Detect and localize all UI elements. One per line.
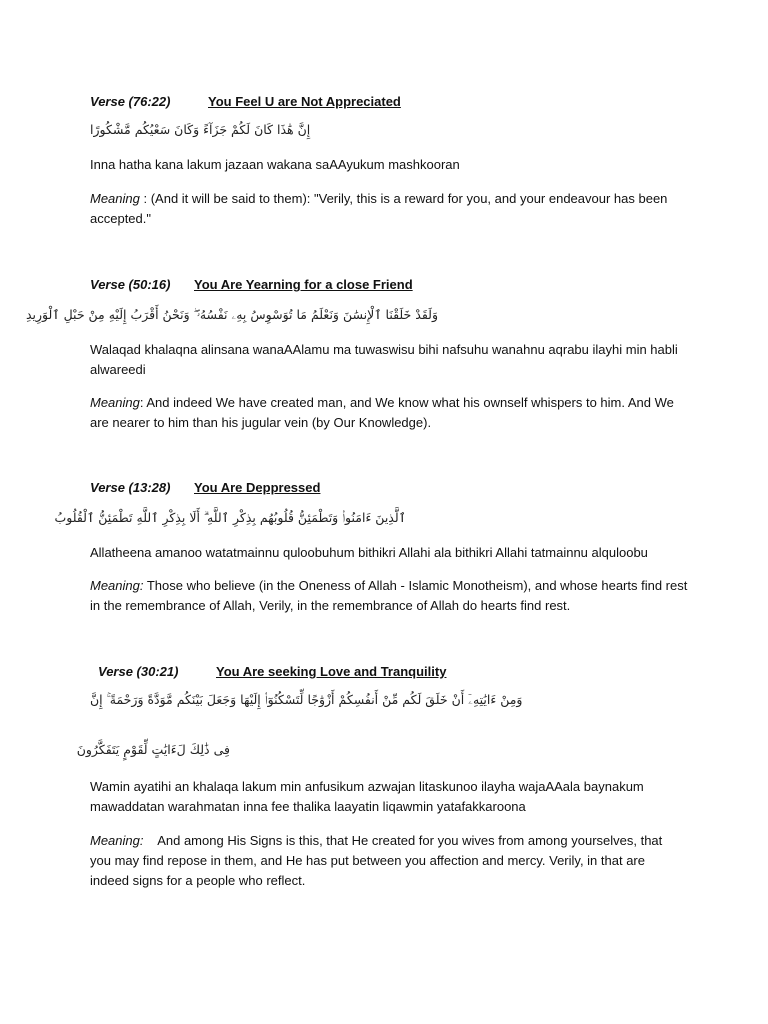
meaning-text: And among His Signs is this, that He created for you wives from among yourselves, that you may find repose in them, and He has put between you affection and mercy. Verily, in that are indeed signs for a people who reflect. [90, 833, 666, 888]
transliteration: Allatheena amanoo watatmainnu quloobuhum bithikri Allahi ala bithikri Allahi tatmainnu alquloobu [90, 545, 648, 560]
verse-header [90, 480, 690, 496]
arabic-text: وَمِنْ ءَايَٰتِهِۦٓ أَنْ خَلَقَ لَكُم مِّنْ أَنفُسِكُمْ أَزْوَٰجًا لِّتَسْكُنُوٓا۟ إِلَيْهَا وَجَعَلَ بَيْنَكُم مَّوَدَّةً وَرَحْمَةً ۚ إِنَّ [90, 692, 523, 707]
verse-section [90, 277, 690, 293]
meaning-label: Meaning: [90, 833, 144, 848]
verse-title: You Feel U are Not Appreciated [208, 94, 401, 109]
arabic-text: إِنَّ هَٰذَا كَانَ لَكُمْ جَزَآءً وَكَانَ سَعْيُكُم مَّشْكُورًا [90, 122, 311, 137]
meaning-text: Those who believe (in the Oneness of Allah - Islamic Monotheism), and whose hearts find rest in the remembrance of Allah, Verily, in the remembrance of Allah do hearts find rest. [90, 578, 688, 613]
transliteration: Walaqad khalaqna alinsana wanaAAlamu ma tuwaswisu bihi nafsuhu wanahnu aqrabu ilayhi min habli alwareedi [90, 342, 678, 377]
verse-reference: Verse (30:21) [98, 664, 179, 679]
transliteration: Wamin ayatihi an khalaqa lakum min anfusikum azwajan litaskunoo ilayha wajaAAala baynakum mawaddatan warahmatan inna fee thalika laayatin liqawmin yatafakkaroona [90, 779, 644, 814]
meaning-paragraph [90, 393, 680, 433]
meaning-paragraph [90, 576, 690, 616]
verse-section [90, 94, 690, 110]
meaning-paragraph [90, 189, 680, 229]
arabic-text-continued: فِى ذَٰلِكَ لَءَايَٰتٍ لِّقَوْمٍ يَتَفَكَّرُونَ [76, 742, 230, 757]
verse-title: You Are Deppressed [194, 480, 321, 495]
meaning-text: : (And it will be said to them): "Verily, this is a reward for you, and your endeavour has been accepted." [90, 191, 668, 226]
verse-reference: Verse (13:28) [90, 480, 171, 495]
meaning-label: Meaning [90, 395, 140, 410]
meaning-label: Meaning: [90, 578, 144, 593]
meaning-label: Meaning [90, 191, 140, 206]
verse-section [90, 480, 690, 496]
verse-reference: Verse (50:16) [90, 277, 171, 292]
verse-title: You Are seeking Love and Tranquility [216, 664, 447, 679]
verse-reference: Verse (76:22) [90, 94, 171, 109]
arabic-text: ٱلَّذِينَ ءَامَنُوا۟ وَتَطْمَئِنُّ قُلُوبُهُم بِذِكْرِ ٱللَّهِ ۗ أَلَا بِذِكْرِ ٱللَّهِ تَطْمَئِنُّ ٱلْقُلُوبُ [54, 510, 406, 525]
verse-section [98, 664, 698, 680]
meaning-paragraph [90, 831, 684, 891]
arabic-text: وَلَقَدْ خَلَقْنَا ٱلْإِنسَٰنَ وَنَعْلَمُ مَا تُوَسْوِسُ بِهِۦ نَفْسُهُۥ ۖ وَنَحْنُ أَقْرَبُ إِلَيْهِ مِنْ حَبْلِ ٱلْوَرِيدِ [25, 307, 438, 322]
meaning-text: : And indeed We have created man, and We know what his ownself whispers to him. And We are nearer to him than his jugular vein (by Our Knowledge). [90, 395, 674, 430]
verse-title: You Are Yearning for a close Friend [194, 277, 413, 292]
verse-header [90, 94, 690, 110]
transliteration: Inna hatha kana lakum jazaan wakana saAAyukum mashkooran [90, 157, 460, 172]
verse-header [98, 664, 698, 680]
verse-header [90, 277, 690, 293]
